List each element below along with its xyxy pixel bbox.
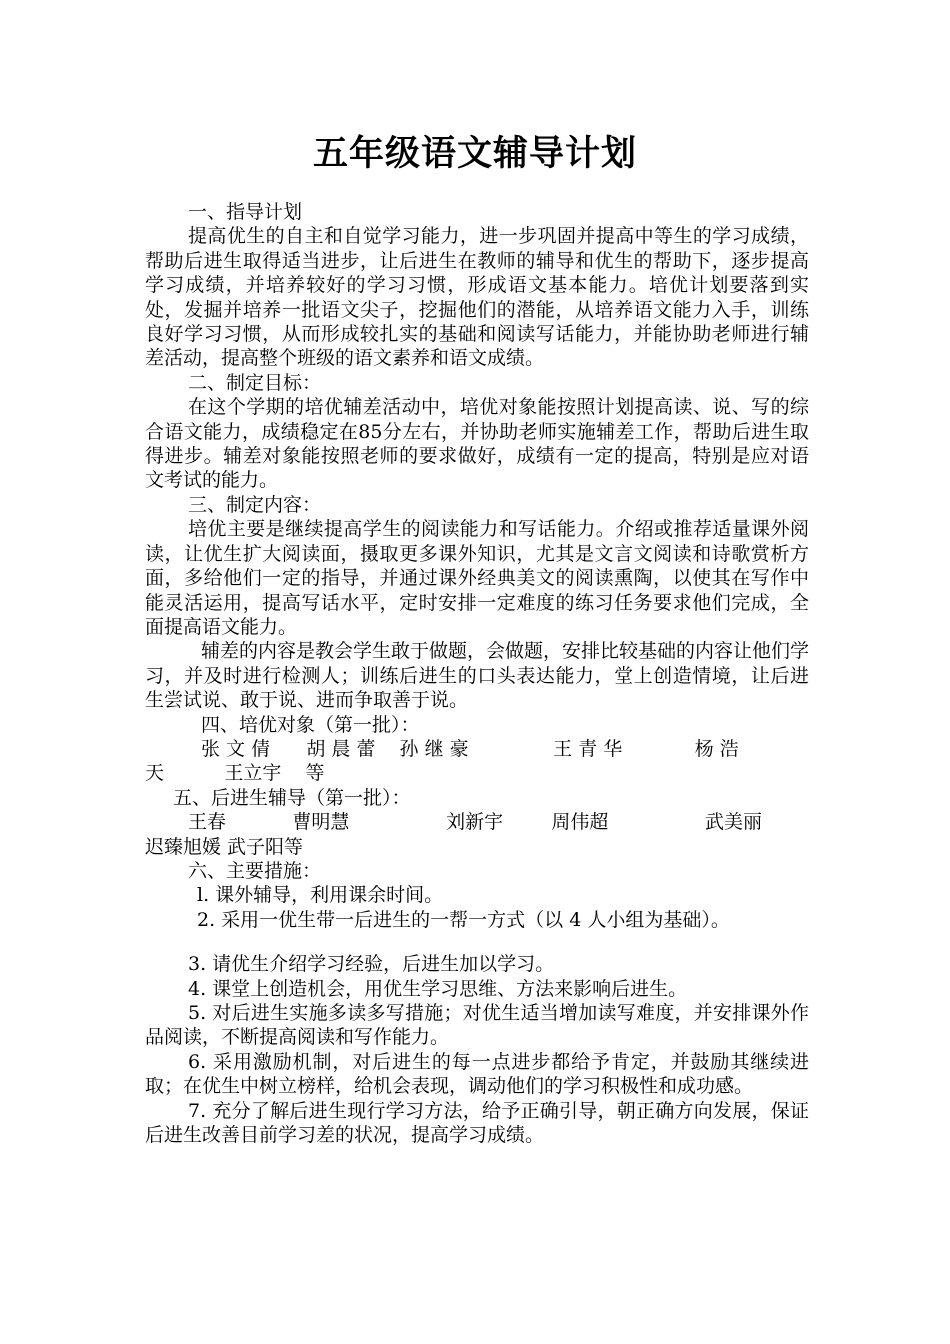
blank-line: [145, 932, 809, 952]
section-heading-2: 二、制定目标：: [188, 371, 322, 394]
measure-item-6: 6. 采用激励机制，对后进生的每一点进步都给予肯定，并鼓励其继续进取；在优生中树立榜样，给机会表现，调动他们的学习积极性和成功感。: [145, 1050, 809, 1098]
measure-item-2: 2. 采用一优生带一后进生的一帮一方式（以 4 人小组为基础）。: [197, 908, 730, 931]
measure-item-7: 7. 充分了解后进生现行学习方法，给予正确引导，朝正确方向发展，保证后进生改善目前学习差的状况，提高学习成绩。: [145, 1099, 809, 1147]
paragraph-content-top: 培优主要是继续提高学生的阅读能力和写话能力。介绍或推荐适量课外阅读，让优生扩大阅读面，摄取更多课外知识，尤其是文言文阅读和诗歌赏析方面，多给他们一定的指导，并通过课外经典美文的阅读熏陶，以使其在写作中能灵活运用，提高写话水平，定时安排一定难度的练习任务要求他们完成，全面提高语文能力。: [145, 518, 809, 638]
measure-item-1: l. 课外辅导，利用课余时间。: [197, 884, 444, 907]
section-heading-3: 三、制定内容：: [188, 493, 322, 516]
top-students-line-2: 天 王立宇 等: [145, 762, 325, 785]
measure-item-4: 4. 课堂上创造机会，用优生学习思维、方法来影响后进生。: [188, 977, 688, 1000]
paragraph-goals: 在这个学期的培优辅差活动中，培优对象能按照计划提高读、说、写的综合语文能力，成绩稳定在85分左右，并协助老师实施辅差工作，帮助后进生取得进步。辅差对象能按照老师的要求做好，成绩有一定的提高，特别是应对语文考试的能力。: [145, 396, 809, 492]
paragraph-content-remedial: 辅差的内容是教会学生敢于做题，会做题，安排比较基础的内容让他们学习，并及时进行检测人；训练后进生的口头表达能力，堂上创造情境，让后进生尝试说、敢于说、进而争取善于说。: [145, 640, 810, 712]
page-title: 五年级语文辅导计划: [312, 134, 637, 174]
section-heading-6: 六、主要措施：: [188, 859, 322, 882]
section-heading-1: 一、指导计划: [188, 201, 303, 223]
section-heading-5: 五、后进生辅导（第一批）：: [173, 786, 411, 809]
remedial-students-line-2: 迟臻旭媛 武子阳等: [145, 835, 304, 858]
remedial-students-line-1: 王春 曹明慧 刘新宇 周伟超 武美丽: [188, 811, 763, 834]
measure-item-3: 3. 请优生介绍学习经验，后进生加以学习。: [188, 953, 555, 976]
paragraph-guidance: 提高优生的自主和自觉学习能力，进一步巩固并提高中等生的学习成绩，帮助后进生取得适当进步，让后进生在教师的辅导和优生的帮助下，逐步提高学习成绩，并培养较好的学习习惯，形成语文基本能力。培优计划要落到实处，发掘并培养一批语文尖子，挖掘他们的潜能，从培养语文能力入手，训练良好学习习惯，从而形成较扎实的基础和阅读写话能力，并能协助老师进行辅差活动，提高整个班级的语文素养和语文成绩。: [145, 225, 809, 370]
measure-item-5: 5. 对后进生实施多读多写措施；对优生适当增加读写难度，并安排课外作品阅读，不断提高阅读和写作能力。: [145, 1002, 809, 1049]
top-students-line-1: 张 文 倩 胡 晨 蕾 孙 继 豪 王 青 华 杨 浩: [201, 737, 739, 760]
document-body: [145, 200, 809, 1147]
section-heading-4: 四、培优对象（第一批）：: [201, 713, 420, 736]
